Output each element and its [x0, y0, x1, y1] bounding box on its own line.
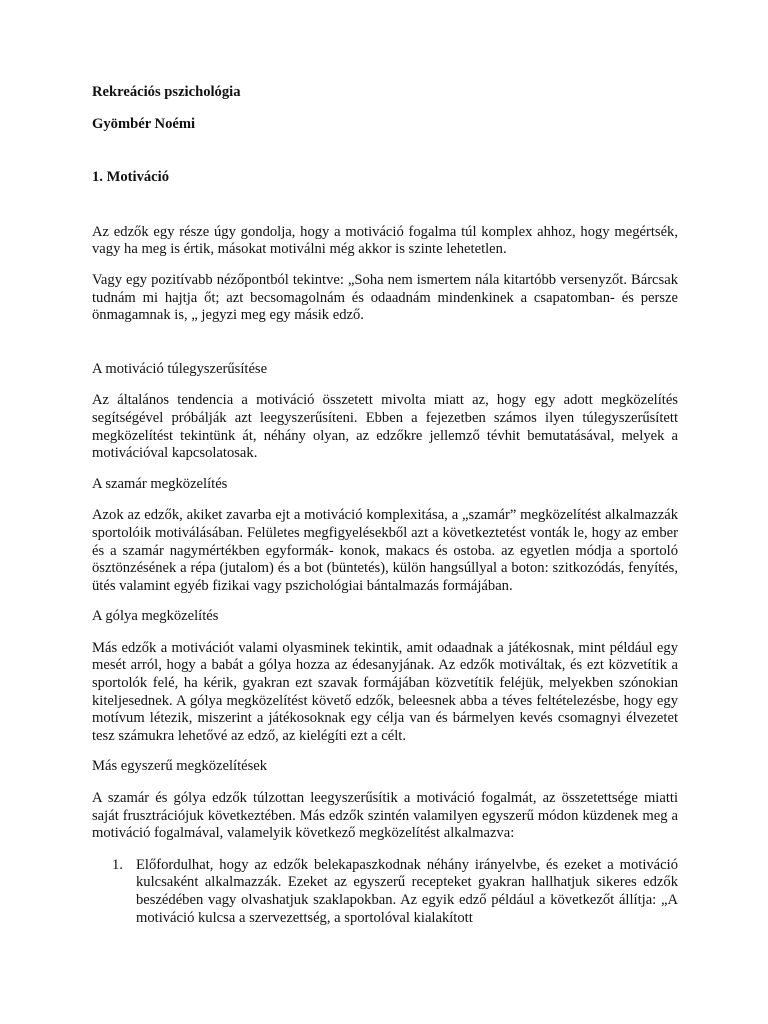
section-heading: A motiváció túlegyszerűsítése — [92, 360, 268, 377]
list-item — [92, 857, 678, 927]
section-heading: Más egyszerű megközelítések — [92, 758, 268, 775]
document-page — [92, 84, 678, 927]
list-item-text: Előfordulhat, hogy az edzők belekapaszkodnak néhány irányelvbe, és ezeket a motiváció kulcsaként alkalmazzák. Ezeket az egyszerű recepteket gyakran hallhatjuk sikeres edzők beszédében vagy olvashatjuk szaklapokban. Az egyik edző például a következőt állítja: „A motiváció kulcsa a szervezettség, a sportolóval kialakított — [136, 856, 678, 926]
document-title: Rekreációs pszichológia — [92, 84, 241, 100]
section-paragraph: Azok az edzők, akiket zavarba ejt a motiváció komplexitása, a „szamár” megközelítést alkalmazzák sportolóik motiválásában. Felületes megfigyelésekből azt a következtetést vonták le, hogy az ember és a szamár nagymértékben egyformák- konok, makacs és ostoba. az egyetlen módja a sportoló ösztönzésének a répa (jutalom) és a bot (büntetés), külön hangsúllyal a boton: szitkozódás, fenyítés, ütés valamint egyéb fizikai vagy pszichológiai bántalmazás formájában. — [92, 507, 678, 594]
list-item-number: 1. — [112, 856, 123, 873]
section-paragraph: Az általános tendencia a motiváció összetett mivolta miatt az, hogy egy adott megközelítés segítségével próbálják azt leegyszerűsíteni. Ebben a fejezetben számos ilyen túlegyszerűsített megközelítést tekintünk át, néhány olyan, az edzőkre jellemző tévhit bemutatásával, melyek a motivációval kapcsolatosak. — [92, 392, 678, 462]
section-paragraph: A szamár és gólya edzők túlzottan leegyszerűsítik a motiváció fogalmát, az összetettsége miatti saját frusztrációjuk következtében. Más edzők szintén valamilyen egyszerű módon küzdenek meg a motiváció fogalmával, valamelyik következő megközelítést alkalmazva: — [92, 790, 678, 842]
chapter-heading: 1. Motiváció — [92, 169, 170, 186]
section-heading: A szamár megközelítés — [92, 475, 228, 492]
document-author: Gyömbér Noémi — [92, 115, 196, 132]
section-paragraph: Más edzők a motivációt valami olyasminek tekintik, amit odaadnak a játékosnak, mint például egy mesét arról, hogy a babát a gólya hozza az édesanyjának. Az edzők motiváltak, és ezt közvetítik a sportolók felé, ha kérik, gyakran ezt szavak formájában közvetítik feléjük, melyekben szónokian kiteljesednek. A gólya megközelítést követő edzők, beleesnek abba a téves feltételezésbe, hogy egy motívum létezik, miszerint a játékosoknak egy célja van és bármelyen kevés csomagnyi élvezetet tesz számukra lehetővé az edző, az kielégíti ezt a célt. — [92, 639, 678, 744]
section-heading: A gólya megközelítés — [92, 608, 219, 625]
numbered-list — [92, 857, 678, 927]
intro-paragraph-2: Vagy egy pozitívabb nézőpontból tekintve: „Soha nem ismertem nála kitartóbb versenyzőt. Bárcsak tudnám mi hajtja őt; azt becsomagolnám és odaadnám mindenkinek a csapatomban- és persze önmagamnak is, „ jegyzi meg egy másik edző. — [92, 271, 678, 324]
intro-paragraph-1: Az edzők egy része úgy gondolja, hogy a motiváció fogalma túl komplex ahhoz, hogy megértsék, vagy ha meg is értik, másokat motiválni még akkor is szinte lehetetlen. — [92, 223, 678, 258]
